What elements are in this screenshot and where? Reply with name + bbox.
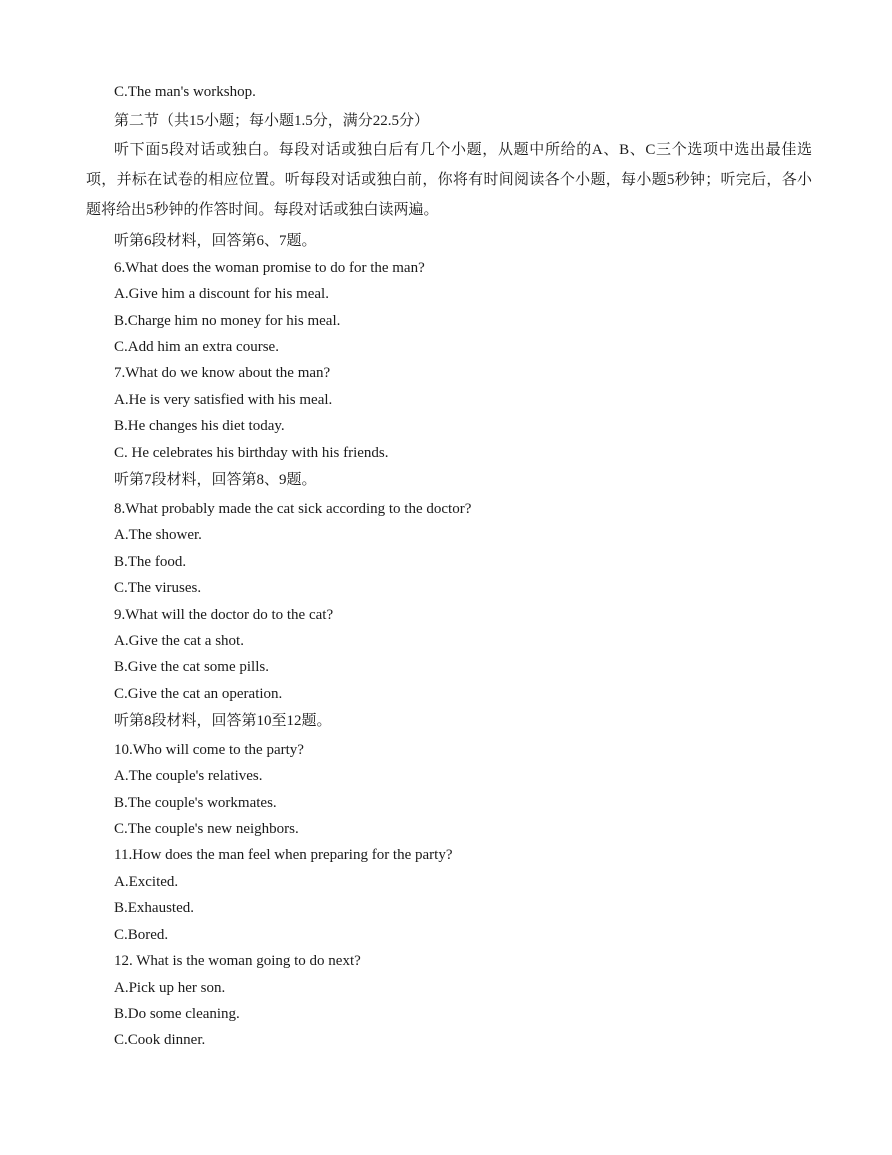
question-6-option-a: A.Give him a discount for his meal. [114, 286, 329, 302]
question-11-option-c: C.Bored. [114, 927, 169, 943]
question-12-option-b: B.Do some cleaning. [114, 1006, 240, 1022]
material-7-header: 听第7段材料，回答第8、9题。 [114, 472, 317, 488]
question-11: 11.How does the man feel when preparing for the party? [114, 847, 453, 863]
question-7-option-a: A.He is very satisfied with his meal. [114, 392, 333, 408]
question-8-option-a: A.The shower. [114, 527, 202, 543]
question-7-option-c: C. He celebrates his birthday with his friends. [114, 445, 389, 461]
question-9-option-a: A.Give the cat a shot. [114, 633, 244, 649]
question-8-option-c: C.The viruses. [114, 580, 202, 596]
question-10-option-c: C.The couple's new neighbors. [114, 821, 299, 837]
material-6-header: 听第6段材料，回答第6、7题。 [114, 233, 317, 249]
question-12-option-a: A.Pick up her son. [114, 980, 226, 996]
question-6: 6.What does the woman promise to do for the man? [114, 260, 425, 276]
question-11-option-a: A.Excited. [114, 874, 179, 890]
q5-option-c: C.The man's workshop. [114, 84, 256, 100]
question-12-option-c: C.Cook dinner. [114, 1032, 206, 1048]
question-6-option-c: C.Add him an extra course. [114, 339, 279, 355]
question-8: 8.What probably made the cat sick according to the doctor? [114, 501, 472, 517]
question-9: 9.What will the doctor do to the cat? [114, 607, 334, 623]
section-instructions: 听下面5段对话或独白。每段对话或独白后有几个小题，从题中所给的A、B、C三个选项中选出最佳选项，并标在试卷的相应位置。听每段对话或独白前，你将有时间阅读各个小题，每小题5秒钟；听完后，各小题将给出5秒钟的作答时间。每段对话或独白读两遍。 [86, 142, 812, 218]
question-7-option-b: B.He changes his diet today. [114, 418, 285, 434]
question-8-option-b: B.The food. [114, 554, 187, 570]
question-9-option-c: C.Give the cat an operation. [114, 686, 283, 702]
question-10-option-a: A.The couple's relatives. [114, 768, 263, 784]
question-10: 10.Who will come to the party? [114, 742, 304, 758]
question-6-option-b: B.Charge him no money for his meal. [114, 313, 341, 329]
material-8-header: 听第8段材料，回答第10至12题。 [114, 713, 332, 729]
question-10-option-b: B.The couple's workmates. [114, 795, 277, 811]
question-12: 12. What is the woman going to do next? [114, 953, 361, 969]
question-9-option-b: B.Give the cat some pills. [114, 659, 269, 675]
question-7: 7.What do we know about the man? [114, 365, 331, 381]
question-11-option-b: B.Exhausted. [114, 900, 194, 916]
section-header: 第二节（共15小题；每小题1.5分，满分22.5分） [114, 113, 430, 129]
